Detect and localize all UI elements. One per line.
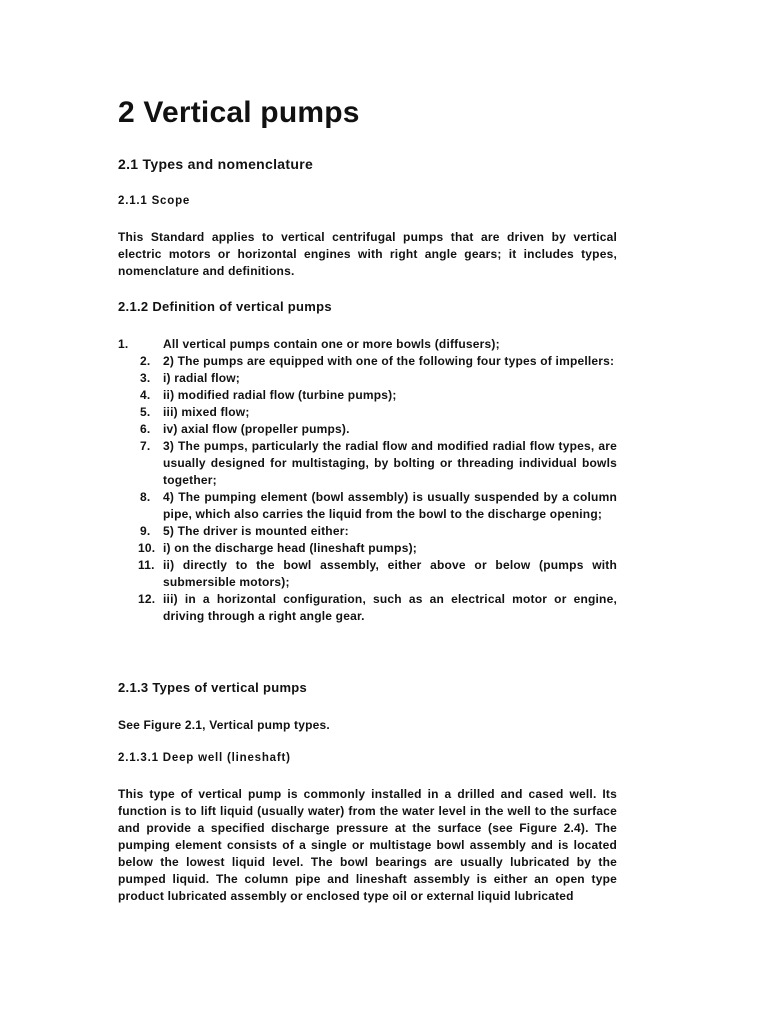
list-item-number: 4. bbox=[140, 388, 151, 402]
scope-paragraph: This Standard applies to vertical centrifugal pumps that are driven by vertical electric motors or horizontal engines with right angle gears; it includes types, nomenclature and definitions. bbox=[118, 230, 617, 278]
list-item-number: 11. bbox=[138, 558, 155, 572]
list-item-text: ii) directly to the bowl assembly, either above or below (pumps with submersible motors); bbox=[163, 558, 617, 589]
section-heading-2-1-1: 2.1.1 Scope bbox=[118, 195, 191, 207]
section-heading-2-1: 2.1 Types and nomenclature bbox=[118, 156, 314, 172]
list-item bbox=[118, 523, 617, 540]
list-item-text: 3) The pumps, particularly the radial flow and modified radial flow types, are usually designed for multistaging, by bolting or threading individual bowls together; bbox=[163, 439, 617, 487]
section-heading-2-1-3: 2.1.3 Types of vertical pumps bbox=[118, 680, 308, 695]
list-item bbox=[118, 489, 617, 523]
list-item-text: i) radial flow; bbox=[163, 371, 241, 385]
list-item bbox=[118, 370, 617, 387]
list-item bbox=[118, 387, 617, 404]
list-item-number: 7. bbox=[140, 439, 151, 453]
list-item-text: All vertical pumps contain one or more bowls (diffusers); bbox=[163, 337, 500, 351]
list-item-text: iii) in a horizontal configuration, such as an electrical motor or engine, driving through a right angle gear. bbox=[163, 592, 617, 623]
see-figure-text: See Figure 2.1, Vertical pump types. bbox=[118, 718, 330, 732]
list-item-number: 5. bbox=[140, 405, 151, 419]
list-item-number: 1. bbox=[118, 337, 129, 351]
list-item bbox=[118, 336, 617, 353]
list-item bbox=[118, 591, 617, 625]
section-heading-2-1-3-1: 2.1.3.1 Deep well (lineshaft) bbox=[118, 752, 291, 764]
list-item-number: 8. bbox=[140, 490, 151, 504]
page-title: 2 Vertical pumps bbox=[118, 96, 360, 129]
list-item-number: 9. bbox=[140, 524, 151, 538]
section-heading-2-1-2: 2.1.2 Definition of vertical pumps bbox=[118, 299, 332, 314]
list-item-number: 2. bbox=[140, 354, 151, 368]
list-item-number: 3. bbox=[140, 371, 151, 385]
list-item-text: iii) mixed flow; bbox=[163, 405, 250, 419]
list-item bbox=[118, 353, 617, 370]
deep-well-paragraph: This type of vertical pump is commonly installed in a drilled and cased well. Its function is to lift liquid (usually water) from the water level in the well to the surface and provide a specified discharge pressure at the surface (see Figure 2.4). The pumping element consists of a single or multistage bowl assembly and is located below the lowest liquid level. The bowl bearings are usually lubricated by the pumped liquid. The column pipe and lineshaft assembly is either an open type product lubricated assembly or enclosed type oil or external liquid lubricated bbox=[118, 787, 617, 903]
list-item bbox=[118, 421, 617, 438]
list-item bbox=[118, 404, 617, 421]
list-item-text: 2) The pumps are equipped with one of the following four types of impellers: bbox=[163, 354, 615, 368]
list-item-number: 10. bbox=[138, 541, 156, 555]
list-item-text: 5) The driver is mounted either: bbox=[163, 524, 349, 538]
list-item-text: ii) modified radial flow (turbine pumps); bbox=[163, 388, 397, 402]
list-item-number: 12. bbox=[138, 592, 156, 606]
list-item-text: 4) The pumping element (bowl assembly) is usually suspended by a column pipe, which also carries the liquid from the bowl to the discharge opening; bbox=[163, 490, 617, 521]
list-item bbox=[118, 557, 617, 591]
list-item-text: i) on the discharge head (lineshaft pumps); bbox=[163, 541, 417, 555]
definition-list bbox=[118, 336, 617, 625]
list-item bbox=[118, 438, 617, 489]
list-item-number: 6. bbox=[140, 422, 151, 436]
list-item bbox=[118, 540, 617, 557]
list-item-text: iv) axial flow (propeller pumps). bbox=[163, 422, 350, 436]
